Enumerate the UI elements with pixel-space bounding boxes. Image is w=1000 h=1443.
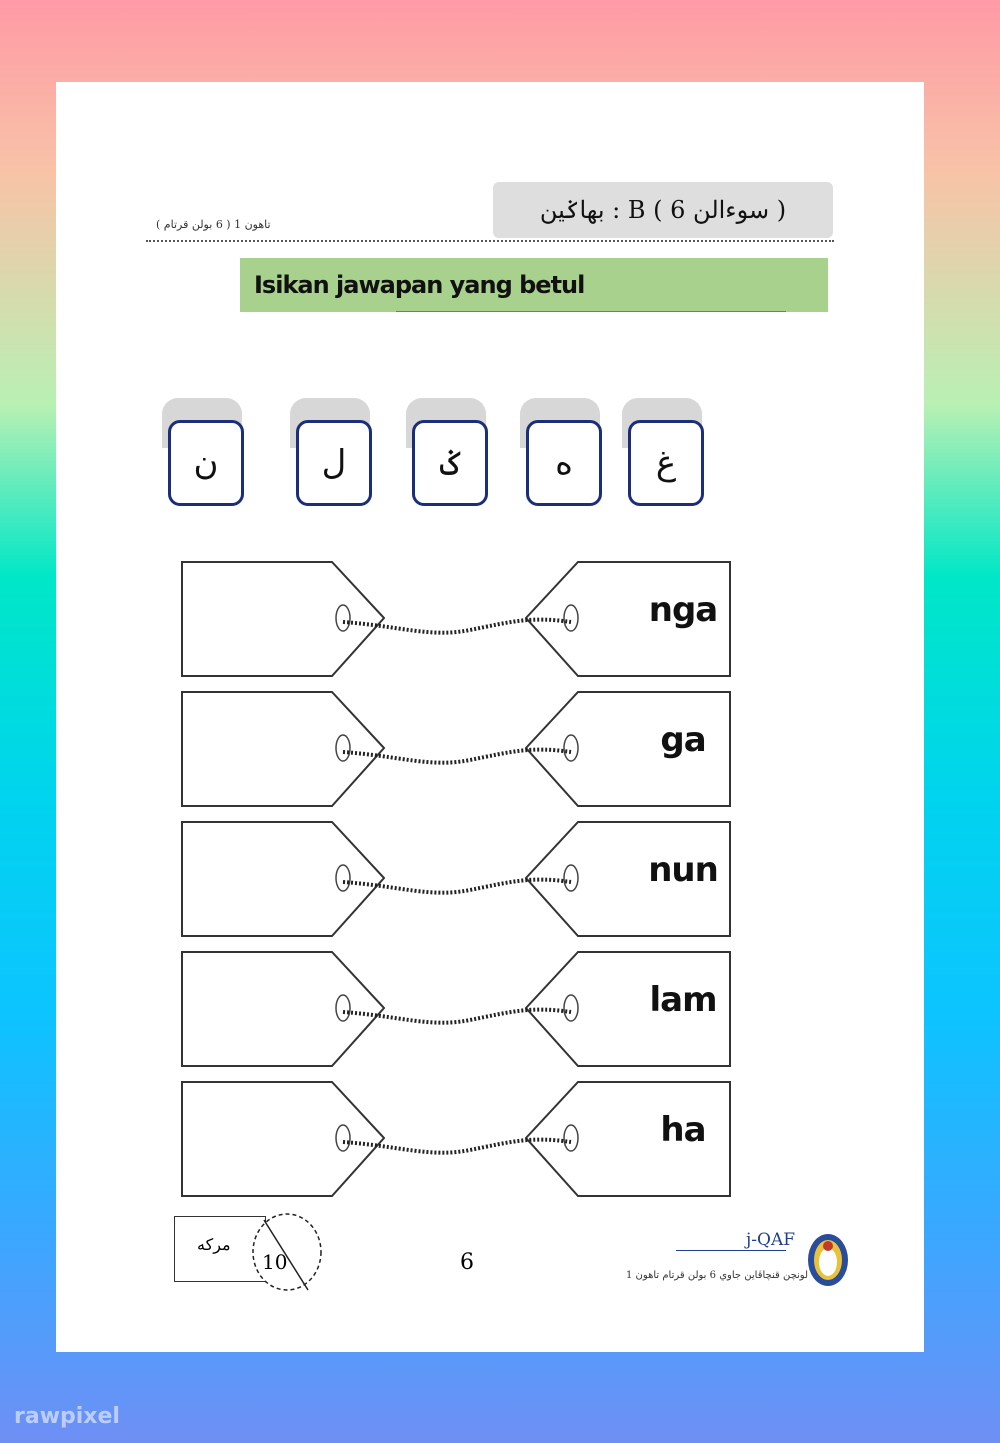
answer-blank[interactable] xyxy=(184,1084,332,1194)
letter-tile-face: ه xyxy=(526,420,602,506)
section-title: بهاݢين : B ( سوءالن 6 ) xyxy=(539,196,787,224)
marks-label: مركه xyxy=(197,1235,231,1254)
tag-word: nga xyxy=(648,590,718,630)
page-number: 6 xyxy=(460,1250,474,1275)
tag-word: ha xyxy=(660,1110,706,1150)
tag-pair-4 xyxy=(180,950,732,1068)
tag-word: nun xyxy=(648,850,718,890)
instruction-underline xyxy=(396,311,786,312)
jqaf-emblem-icon xyxy=(806,1232,850,1288)
letter-tile-face: ن xyxy=(168,420,244,506)
letter-tile-4[interactable] xyxy=(526,398,606,508)
letter-tile-face: ݢ xyxy=(412,420,488,506)
letter-tile-5[interactable] xyxy=(628,398,708,508)
tag-pair-1 xyxy=(180,560,732,678)
letter-tile-face: غ xyxy=(628,420,704,506)
tag-pair-2 xyxy=(180,690,732,808)
tag-pair-3 xyxy=(180,820,732,938)
answer-blank[interactable] xyxy=(184,824,332,934)
tag-word: lam xyxy=(649,980,717,1020)
marks-value: 10 xyxy=(262,1250,288,1274)
tag-pair-5 xyxy=(180,1080,732,1198)
letter-tile-2[interactable] xyxy=(296,398,376,508)
letter-tile-face: ل xyxy=(296,420,372,506)
answer-blank[interactable] xyxy=(184,954,332,1064)
logo-text: j-QAF xyxy=(746,1230,796,1250)
footer-subtitle: لونچن قنچاڤاين جاوي 6 بولن قرتام تاهون 1 xyxy=(626,1270,809,1281)
worksheet-page xyxy=(56,82,924,1352)
tag-word: ga xyxy=(660,720,706,760)
answer-blank[interactable] xyxy=(184,564,332,674)
letter-tile-1[interactable] xyxy=(168,398,248,508)
instruction-banner xyxy=(240,258,828,312)
answer-blank[interactable] xyxy=(184,694,332,804)
logo-underline xyxy=(676,1250,786,1251)
header-left-text: تاهون 1 ( 6 بولن قرتام ) xyxy=(156,218,271,231)
watermark: rawpixel xyxy=(14,1404,120,1429)
section-title-box xyxy=(493,182,833,238)
letter-tile-3[interactable] xyxy=(412,398,492,508)
header-divider xyxy=(146,240,834,242)
instruction-text: Isikan jawapan yang betul xyxy=(254,271,585,299)
